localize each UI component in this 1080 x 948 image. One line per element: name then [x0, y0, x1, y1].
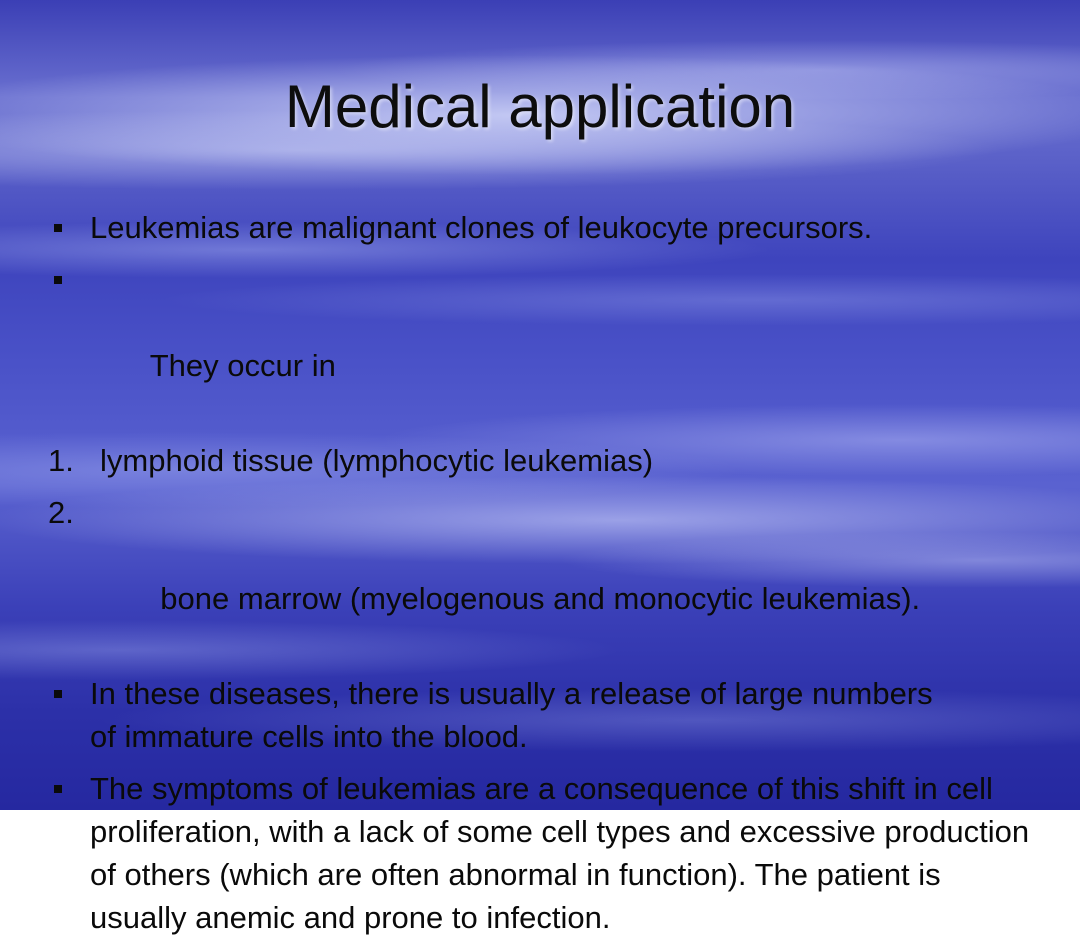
- square-bullet-icon: [54, 224, 62, 232]
- numbered-text: bone marrow (myelogenous and monocytic leukemias).: [151, 581, 921, 616]
- numbered-item-1: [48, 439, 1038, 482]
- slide-title: Medical application: [284, 73, 796, 140]
- list-number: 1.: [48, 443, 74, 478]
- bullet-item-leukemias: [48, 206, 1038, 249]
- numbered-text: lymphoid tissue (lymphocytic leukemias): [100, 443, 654, 478]
- list-number: 2.: [48, 495, 74, 530]
- bullet-text: In these diseases, there is usually a release of large numbers of immature cells into the blood.: [90, 676, 933, 754]
- bullet-text: They occur in: [141, 348, 336, 383]
- bullet-item-diseases: [48, 672, 950, 758]
- square-bullet-icon: [54, 276, 62, 284]
- bullet-text: Leukemias are malignant clones of leukocyte precursors.: [90, 210, 873, 245]
- bullet-item-symptoms: [48, 767, 1038, 939]
- square-bullet-icon: [54, 690, 62, 698]
- square-bullet-icon: [54, 785, 62, 793]
- bullet-text: The symptoms of leukemias are a consequence of this shift in cell proliferation, with a lack of some cell types and excessive production of others (which are often abnormal in function). The patient is usually anemic and prone to infection.: [90, 771, 1030, 935]
- numbered-item-2: [48, 491, 1038, 663]
- slide-content: [48, 206, 1038, 948]
- bullet-item-occur: [48, 258, 1038, 430]
